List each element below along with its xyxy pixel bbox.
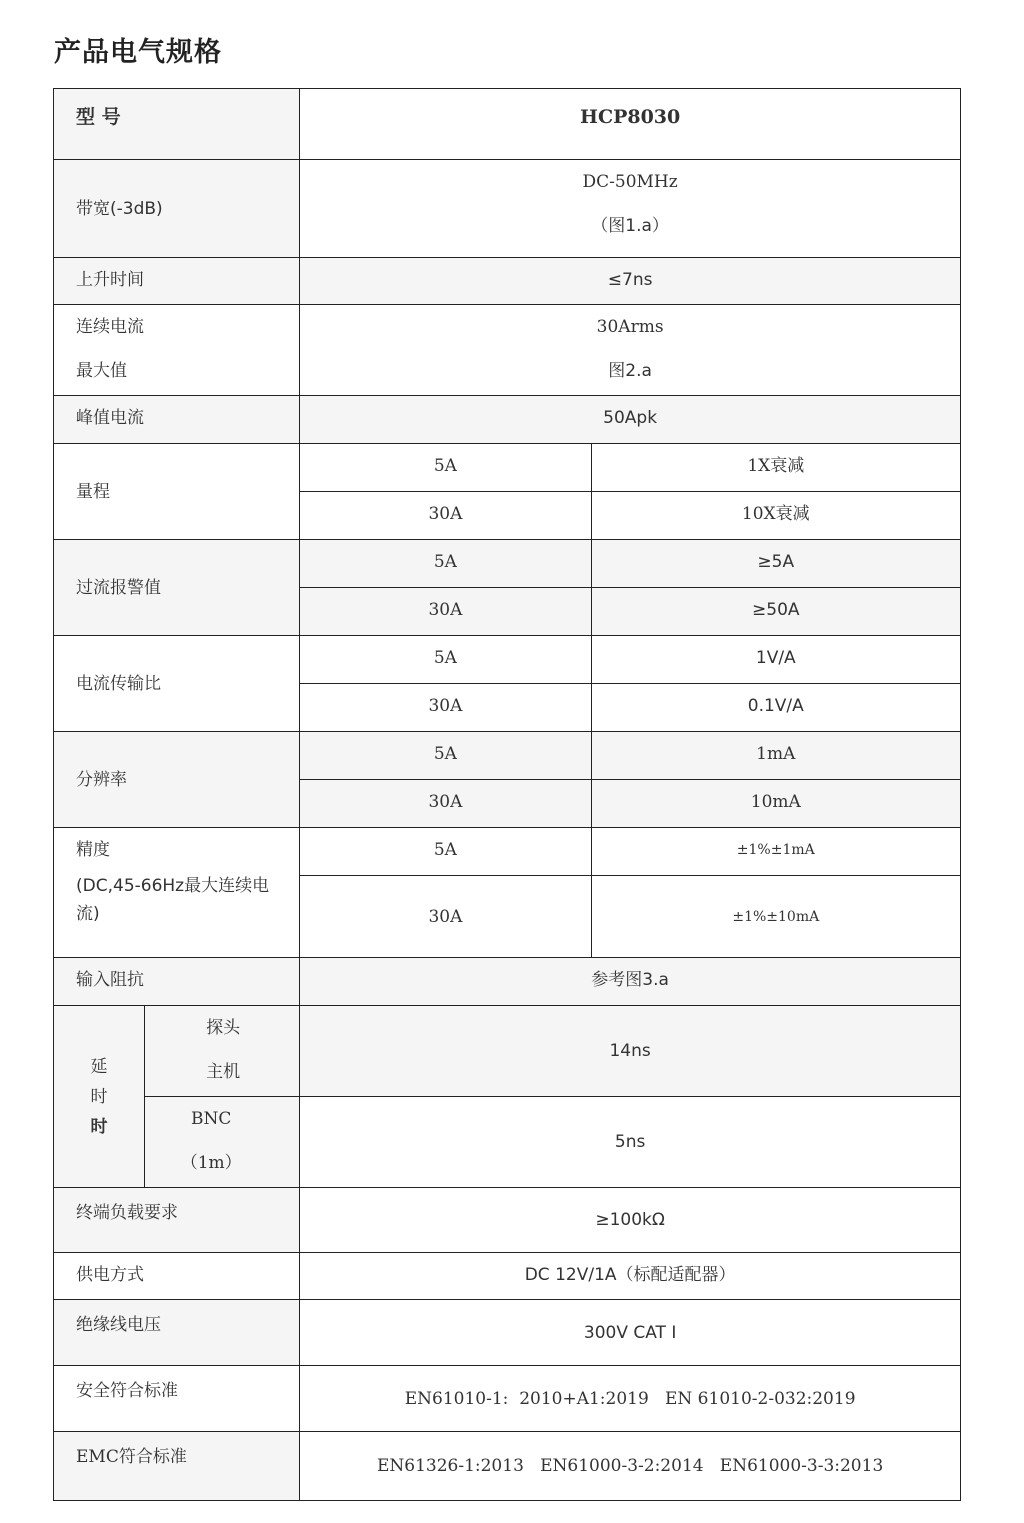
table-row-delay-probe	[54, 1006, 961, 1097]
accuracy-label	[54, 828, 300, 958]
range-2-value: 10X衰减	[591, 492, 960, 540]
resolution-label: 分辨率	[54, 732, 300, 828]
ratio-1-range: 5A	[300, 636, 591, 684]
delay-label-char1: 延	[90, 1056, 108, 1077]
overcurrent-1-value: ≥5A	[591, 540, 960, 588]
bandwidth-label: 带宽(-3dB)	[54, 160, 300, 258]
delay-label-char2: 时	[90, 1086, 108, 1107]
accuracy-1-value: ±1%±1mA	[591, 828, 960, 876]
delay-bnc-label	[145, 1097, 300, 1188]
insulation-value: 300V CAT I	[300, 1300, 961, 1366]
accuracy-1-range: 5A	[300, 828, 591, 876]
peak-current-value: 50Apk	[300, 396, 961, 444]
overcurrent-2-range: 30A	[300, 588, 591, 636]
input-impedance-label: 输入阻抗	[54, 958, 300, 1006]
table-row-bandwidth	[54, 160, 961, 258]
page-title: 产品电气规格	[54, 37, 222, 68]
overcurrent-label: 过流报警值	[54, 540, 300, 636]
model-label: 型 号	[54, 89, 300, 160]
table-row-safety	[54, 1366, 961, 1432]
resolution-1-range: 5A	[300, 732, 591, 780]
overcurrent-2-value: ≥50A	[591, 588, 960, 636]
table-row-insulation	[54, 1300, 961, 1366]
table-row-continuous-current	[54, 305, 961, 396]
spec-table	[53, 88, 961, 1501]
resolution-2-range: 30A	[300, 780, 591, 828]
ratio-2-range: 30A	[300, 684, 591, 732]
continuous-current-label	[54, 305, 300, 396]
bandwidth-value	[300, 160, 961, 258]
continuous-current-label-line1: 连续电流	[76, 317, 144, 337]
insulation-label: 绝缘线电压	[54, 1300, 300, 1366]
ratio-label: 电流传输比	[54, 636, 300, 732]
range-1-value: 1X衰减	[591, 444, 960, 492]
delay-bnc-line1: BNC	[190, 1109, 232, 1129]
resolution-1-value: 1mA	[591, 732, 960, 780]
power-supply-value: DC 12V/1A（标配适配器）	[300, 1253, 961, 1300]
resolution-2-value: 10mA	[591, 780, 960, 828]
delay-label	[54, 1006, 145, 1188]
delay-probe-line1: 探头	[206, 1018, 241, 1038]
bandwidth-value-line1: DC-50MHz	[582, 172, 678, 192]
table-row-input-impedance	[54, 958, 961, 1006]
table-row-peak-current	[54, 396, 961, 444]
table-row-model	[54, 89, 961, 160]
table-row-overcurrent-1	[54, 540, 961, 588]
range-label: 量程	[54, 444, 300, 540]
continuous-current-value-line1: 30Arms	[596, 317, 664, 337]
emc-label: EMC符合标准	[54, 1432, 300, 1501]
table-row-rise-time	[54, 258, 961, 305]
table-row-resolution-1	[54, 732, 961, 780]
termination-label: 终端负载要求	[54, 1188, 300, 1253]
table-row-delay-bnc	[54, 1097, 961, 1188]
input-impedance-value: 参考图3.a	[300, 958, 961, 1006]
emc-value: EN61326-1:2013 EN61000-3-2:2014 EN61000-3-3:2013	[300, 1432, 961, 1501]
bandwidth-value-line2: （图1.a）	[591, 216, 669, 236]
accuracy-label-line2: (DC,45-66Hz最大连续电流)	[76, 876, 270, 924]
range-2-range: 30A	[300, 492, 591, 540]
table-row-emc	[54, 1432, 961, 1501]
power-supply-label: 供电方式	[54, 1253, 300, 1300]
table-row-power-supply	[54, 1253, 961, 1300]
accuracy-2-value: ±1%±10mA	[591, 876, 960, 958]
rise-time-label: 上升时间	[54, 258, 300, 305]
delay-label-char3: 时	[90, 1116, 108, 1137]
peak-current-label: 峰值电流	[54, 396, 300, 444]
continuous-current-value	[300, 305, 961, 396]
table-row-accuracy-1	[54, 828, 961, 876]
ratio-1-value: 1V/A	[591, 636, 960, 684]
delay-bnc-value: 5ns	[300, 1097, 961, 1188]
safety-value: EN61010-1: 2010+A1:2019 EN 61010-2-032:2019	[300, 1366, 961, 1432]
overcurrent-1-range: 5A	[300, 540, 591, 588]
accuracy-label-line1: 精度	[76, 840, 110, 860]
termination-value: ≥100kΩ	[300, 1188, 961, 1253]
delay-bnc-line2: （1m）	[180, 1153, 242, 1173]
continuous-current-value-line2: 图2.a	[608, 361, 652, 381]
rise-time-value: ≤7ns	[300, 258, 961, 305]
delay-probe-label	[145, 1006, 300, 1097]
table-row-range-1	[54, 444, 961, 492]
range-1-range: 5A	[300, 444, 591, 492]
delay-probe-value: 14ns	[300, 1006, 961, 1097]
table-row-ratio-1	[54, 636, 961, 684]
table-row-termination	[54, 1188, 961, 1253]
delay-probe-line2: 主机	[206, 1062, 241, 1082]
model-value: HCP8030	[300, 89, 961, 160]
continuous-current-label-line2: 最大值	[76, 361, 127, 381]
ratio-2-value: 0.1V/A	[591, 684, 960, 732]
accuracy-2-range: 30A	[300, 876, 591, 958]
safety-label: 安全符合标准	[54, 1366, 300, 1432]
